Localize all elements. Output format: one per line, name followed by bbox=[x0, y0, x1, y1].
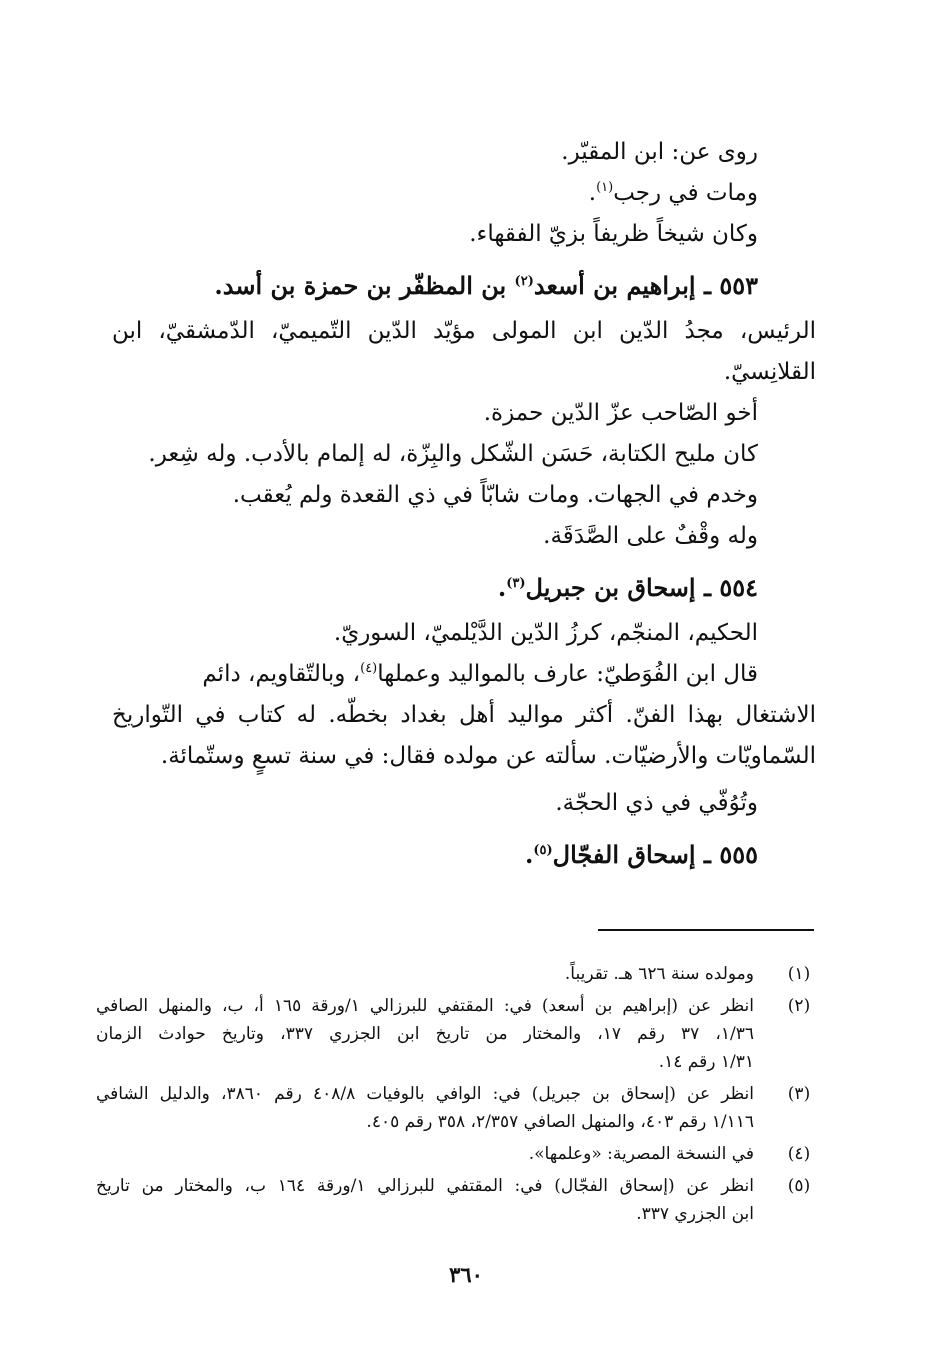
text-line bbox=[112, 173, 816, 214]
heading-text: ٥٥٥ ـ إسحاق الفجّال bbox=[552, 840, 758, 869]
text-line: كان مليح الكتابة، حَسَن الشّكل والبِزّة، له إلمام بالأدب. وله شِعر. bbox=[148, 441, 758, 467]
entry-heading-554 bbox=[112, 563, 816, 613]
footnote-line: ١/٣١ رقم ١٤. bbox=[658, 1052, 754, 1072]
footnote-ref: (٤) bbox=[360, 661, 378, 676]
text-line: روى عن: ابن المقيّر. bbox=[561, 139, 758, 165]
text-line: الاشتغال بهذا الفنّ. أكثر مواليد أهل بغداد بخطّه. له كتاب في التّواريخ bbox=[112, 702, 816, 728]
main-text bbox=[112, 132, 816, 880]
text-line: أخو الصّاحب عزّ الدّين حمزة. bbox=[483, 400, 758, 426]
heading-text: ٥٥٣ ـ إبراهيم بن أسعد bbox=[533, 271, 758, 300]
heading-text: . bbox=[525, 840, 534, 869]
footnote-line: انظر عن (إسحاق بن جبريل) في: الوافي بالوفيات ٤٠٨/٨ رقم ٣٨٦٠، والدليل الشافي bbox=[96, 1084, 754, 1104]
page-number: ٣٦٠ bbox=[449, 1262, 483, 1287]
text-line: وتُوُفّي في ذي الحجّة. bbox=[555, 790, 758, 816]
text-run: قال ابن الفُوَطيّ: عارف بالمواليد وعملها bbox=[377, 661, 758, 687]
text-run: ومات في رجب bbox=[613, 180, 758, 206]
footnote-line: انظر عن (إسحاق الفجّال) في: المقتفي للبرزالي ١/ورقة ١٦٤ ب، والمختار من تاريخ bbox=[96, 1176, 754, 1196]
footnote-number: (٣) bbox=[787, 1084, 811, 1104]
text-line: وخدم في الجهات. ومات شابّاً في ذي القعدة ولم يُعقب. bbox=[232, 482, 758, 508]
footnote-number: (٢) bbox=[787, 996, 811, 1016]
footnote bbox=[96, 992, 816, 1076]
text-line: وكان شيخاً ظريفاً بزيّ الفقهاء. bbox=[469, 221, 758, 247]
text-line: وله وقْفٌ على الصَّدَقَة. bbox=[543, 523, 758, 549]
text-run: . bbox=[588, 180, 597, 206]
footnote bbox=[96, 1140, 816, 1168]
footnote-ref: (٥) bbox=[533, 843, 553, 858]
entry-heading-553 bbox=[112, 261, 816, 311]
text-line: السّماويّات والأرضيّات. سألته عن مولده فقال: في سنة تسعٍ وستّمائة. bbox=[160, 743, 816, 769]
text-line bbox=[112, 654, 816, 695]
footnote-separator bbox=[598, 929, 814, 931]
footnote-number: (٤) bbox=[787, 1144, 811, 1164]
footnote-number: (٥) bbox=[787, 1176, 811, 1196]
heading-text: بن المظفّر بن حمزة بن أسد. bbox=[214, 271, 515, 300]
footnote-ref: (٣) bbox=[506, 576, 526, 591]
text-line: الرئيس، مجدُ الدّين ابن المولى مؤيّد الدّين التّميميّ، الدّمشقيّ، ابن bbox=[112, 318, 816, 344]
footnote-number: (١) bbox=[787, 964, 811, 984]
heading-text: . bbox=[497, 573, 507, 602]
footnotes bbox=[96, 960, 816, 1232]
footnote-line: انظر عن (إبراهيم بن أسعد) في: المقتفي للبرزالي ١/ورقة ١٦٥ أ، ب، والمنهل الصافي bbox=[96, 996, 754, 1016]
footnote-ref: (٢) bbox=[514, 274, 534, 289]
footnote-line: ١/٣٦، ٣٧ رقم ١٧، والمختار من تاريخ ابن الجزري ٣٣٧، وتاريخ حوادث الزمان bbox=[96, 1024, 754, 1044]
footnote bbox=[96, 1172, 816, 1228]
footnote bbox=[96, 1080, 816, 1136]
text-line: القلانِسيّ. bbox=[723, 359, 816, 385]
entry-heading-555 bbox=[112, 830, 816, 880]
footnote-line: ابن الجزري ٣٣٧. bbox=[636, 1204, 754, 1224]
text-run: ، وبالتّقاويم، دائم bbox=[202, 661, 361, 687]
heading-text: ٥٥٤ ـ إسحاق بن جبريل bbox=[525, 573, 758, 602]
text-line: الحكيم، المنجّم، كرزُ الدّين الدَّيْلميّ، السوريّ. bbox=[333, 620, 758, 646]
footnote-line: ١/١١٦ رقم ٤٠٣، والمنهل الصافي ٢/٣٥٧، ٣٥٨ رقم ٤٠٥. bbox=[366, 1112, 754, 1132]
footnote-line: ومولده سنة ٦٢٦ هـ. تقريباً. bbox=[564, 964, 754, 984]
footnote-line: في النسخة المصرية: «وعلمها». bbox=[528, 1144, 754, 1164]
footnote-ref: (١) bbox=[596, 180, 614, 195]
footnote bbox=[96, 960, 816, 988]
